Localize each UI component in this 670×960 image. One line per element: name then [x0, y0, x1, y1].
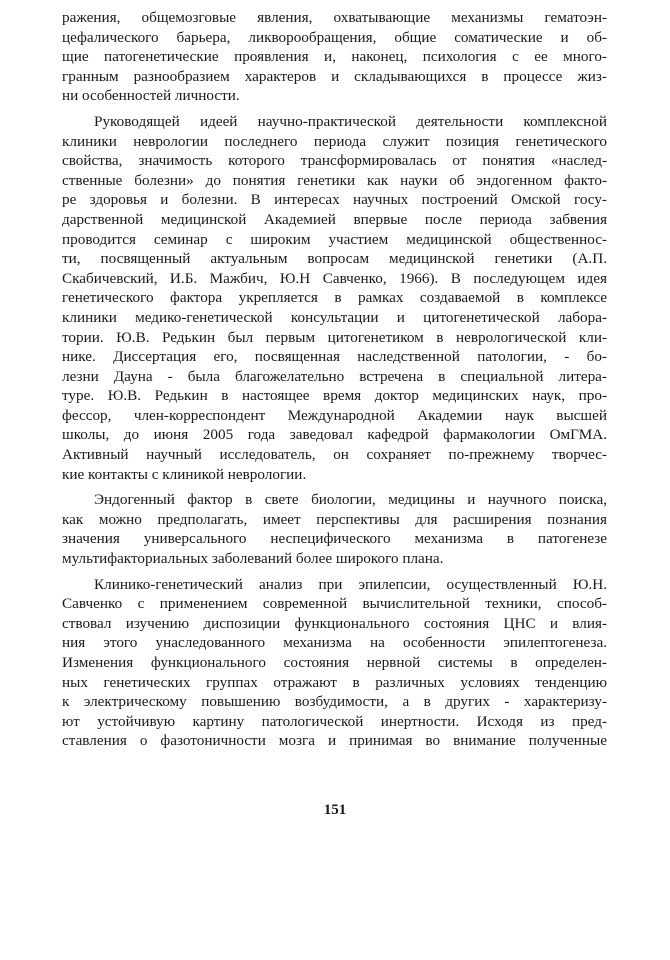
text-line: фессор, член-корреспондент Международной Академии наук высшей	[62, 406, 607, 424]
text-line: Скабичевский, И.Б. Мажбич, Ю.Н Савченко, 1966). В последующем идея	[62, 269, 607, 287]
text-line: ных генетических группах отражают в различных условиях тенденцию	[62, 673, 607, 691]
text-line: гранным разнообразием характеров и складывающихся в процессе жиз-	[62, 67, 607, 85]
text-line: Клинико-генетический анализ при эпилепсии, осуществленный Ю.Н.	[94, 575, 607, 593]
text-line: клиники медико-генетической консультации и цитогенетической лабора-	[62, 308, 607, 326]
text-line: школы, до июня 2005 года заведовал кафедрой фармакологии ОмГМА.	[62, 426, 607, 444]
text-line: как можно предполагать, имеет перспективы для расширения познания	[62, 510, 607, 528]
text-line: цефалического барьера, ликворообращения, общие соматические и об-	[62, 28, 607, 46]
paragraph-4	[62, 575, 607, 751]
text-line: проводится семинар с широким участием медицинской общественнос-	[62, 230, 607, 248]
text-line: ражения, общемозговые явления, охватывающие механизмы гематоэн-	[62, 9, 607, 26]
text-line: Изменения функционального состояния нервной системы в определен-	[62, 654, 607, 671]
text-line: свойства, значимость которого трансформировалась от понятия «наслед-	[62, 152, 607, 170]
text-line: дарственной медицинской Академией впервые после периода забвения	[62, 210, 607, 228]
text-line: ния этого унаследованного механизма на особенности эпилептогенеза.	[62, 634, 607, 652]
paragraph-3	[62, 490, 607, 568]
text-line: Савченко с применением современной вычислительной техники, способ-	[62, 595, 607, 613]
text-line: мультифакториальных заболеваний более широкого плана.	[62, 550, 444, 568]
text-line: лезни Дауна - была благожелательно встречена в специальной литера-	[62, 367, 607, 385]
document-page	[62, 8, 607, 751]
text-line: ствовал изучению диспозиции функционального состояния ЦНС и влия-	[62, 614, 607, 632]
text-line: ти, посвященный актуальным вопросам медицинской генетики (А.П.	[62, 250, 607, 268]
text-line: ни особенностей личности.	[62, 87, 240, 105]
text-line: генетического фактора укрепляется в рамках создаваемой в комплексе	[62, 289, 607, 307]
text-line: кие контакты с клиникой неврологии.	[62, 465, 307, 483]
text-line: ставления о фазотоничности мозга и принимая во внимание полученные	[62, 732, 607, 750]
paragraph-2	[62, 112, 607, 484]
text-line: ре здоровья и болезни. В интересах научных построений Омской госу-	[62, 191, 607, 209]
text-line: щие патогенетические проявления и, наконец, психология с ее много-	[62, 48, 607, 66]
text-line: ют устойчивую картину патологической инертности. Исходя из пред-	[62, 712, 607, 730]
text-line: клиники неврологии последнего периода служит позиция генетического	[62, 132, 607, 150]
text-line: к электрическому повышению возбудимости, а в других - характеризу-	[62, 693, 607, 711]
text-line: значения универсального неспецифического механизма в патогенезе	[62, 530, 607, 548]
text-line: Руководящей идеей научно-практической деятельности комплексной	[94, 112, 607, 130]
text-line: нике. Диссертация его, посвященная наследственной патологии, - бо-	[62, 348, 607, 366]
text-line: Активный научный исследователь, он сохраняет по-прежнему творчес-	[62, 446, 607, 464]
page-number: 151	[323, 802, 347, 818]
text-line: тории. Ю.В. Редькин был первым цитогенетиком в неврологической кли-	[62, 328, 607, 346]
paragraph-1	[62, 8, 607, 106]
text-line: туре. Ю.В. Редькин в настоящее время доктор медицинских наук, про-	[62, 387, 607, 405]
text-line: Эндогенный фактор в свете биологии, медицины и научного поиска,	[94, 491, 607, 509]
text-line: ственные болезни» до понятия генетики как науки об эндогенном факто-	[62, 171, 607, 189]
